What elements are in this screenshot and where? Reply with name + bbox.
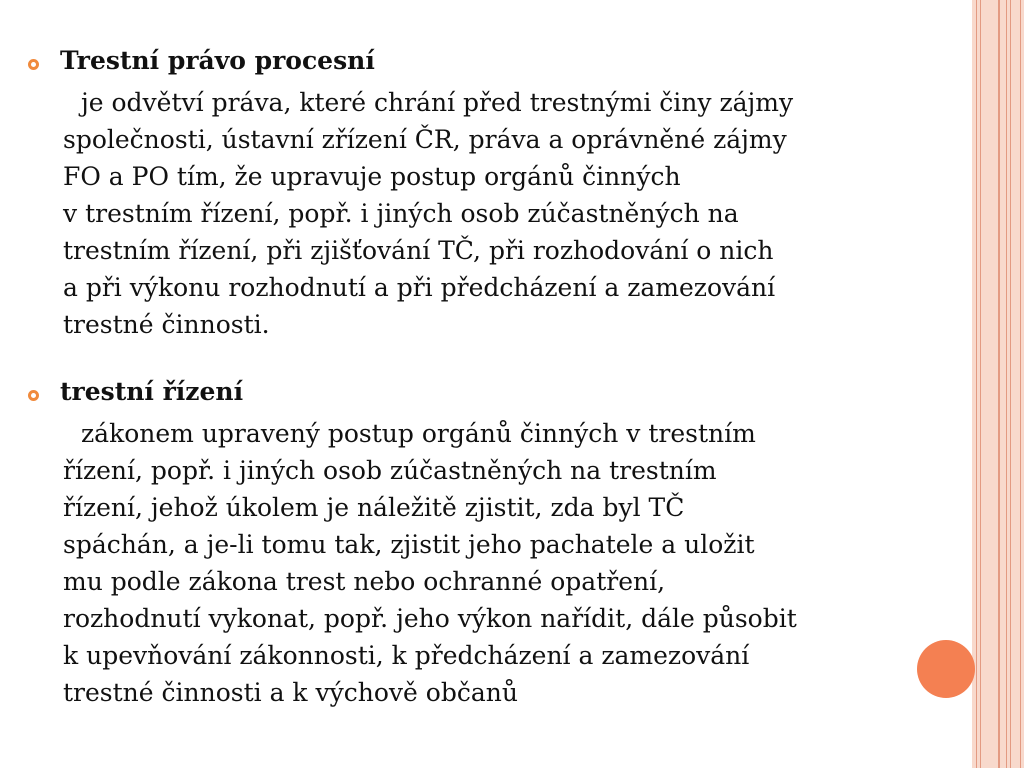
paragraph-line: společnosti, ústavní zřízení ČR, práva a oprávněné zájmy xyxy=(63,125,787,154)
stripe-line xyxy=(980,0,981,768)
section-criminal-procedure-law xyxy=(28,42,978,343)
stripe-line xyxy=(1020,0,1021,768)
paragraph-line: v trestním řízení, popř. i jiných osob zúčastněných na xyxy=(63,199,739,228)
paragraph-line: rozhodnutí vykonat, popř. jeho výkon nařídit, dále působit xyxy=(63,604,797,633)
slide-content xyxy=(28,42,978,711)
stripe-line xyxy=(1006,0,1007,768)
paragraph-line: trestné činnosti. xyxy=(63,310,270,339)
decorative-orange-circle xyxy=(917,640,975,698)
paragraph-line: zákonem upravený postup orgánů činných v trestním xyxy=(81,419,756,448)
paragraph-line: řízení, popř. i jiných osob zúčastněných na trestním xyxy=(63,456,717,485)
stripe-line xyxy=(1010,0,1011,768)
bullet-heading-row xyxy=(28,42,978,80)
stripe-line xyxy=(998,0,1000,768)
section-heading: Trestní právo procesní xyxy=(60,46,375,75)
decorative-stripes xyxy=(972,0,1024,768)
bullet-ring-icon xyxy=(28,59,39,70)
paragraph-line: spáchán, a je-li tomu tak, zjistit jeho pachatele a uložit xyxy=(63,530,755,559)
paragraph-line: řízení, jehož úkolem je náležitě zjistit, zda byl TČ xyxy=(63,493,685,522)
paragraph-line: je odvětví práva, které chrání před trestnými činy zájmy xyxy=(81,88,794,117)
paragraph-line: trestné činnosti a k výchově občanů xyxy=(63,678,518,707)
section-paragraph xyxy=(63,415,978,711)
paragraph-line: FO a PO tím, že upravuje postup orgánů činných xyxy=(63,162,681,191)
section-criminal-proceedings xyxy=(28,373,978,711)
paragraph-line: k upevňování zákonnosti, k předcházení a zamezování xyxy=(63,641,750,670)
paragraph-line: mu podle zákona trest nebo ochranné opatření, xyxy=(63,567,666,596)
bullet-heading-row xyxy=(28,373,978,411)
paragraph-line: a při výkonu rozhodnutí a při předcházení a zamezování xyxy=(63,273,776,302)
section-heading: trestní řízení xyxy=(60,377,244,406)
paragraph-line: trestním řízení, při zjišťování TČ, při rozhodování o nich xyxy=(63,236,774,265)
bullet-ring-icon xyxy=(28,390,39,401)
section-paragraph xyxy=(63,84,978,343)
